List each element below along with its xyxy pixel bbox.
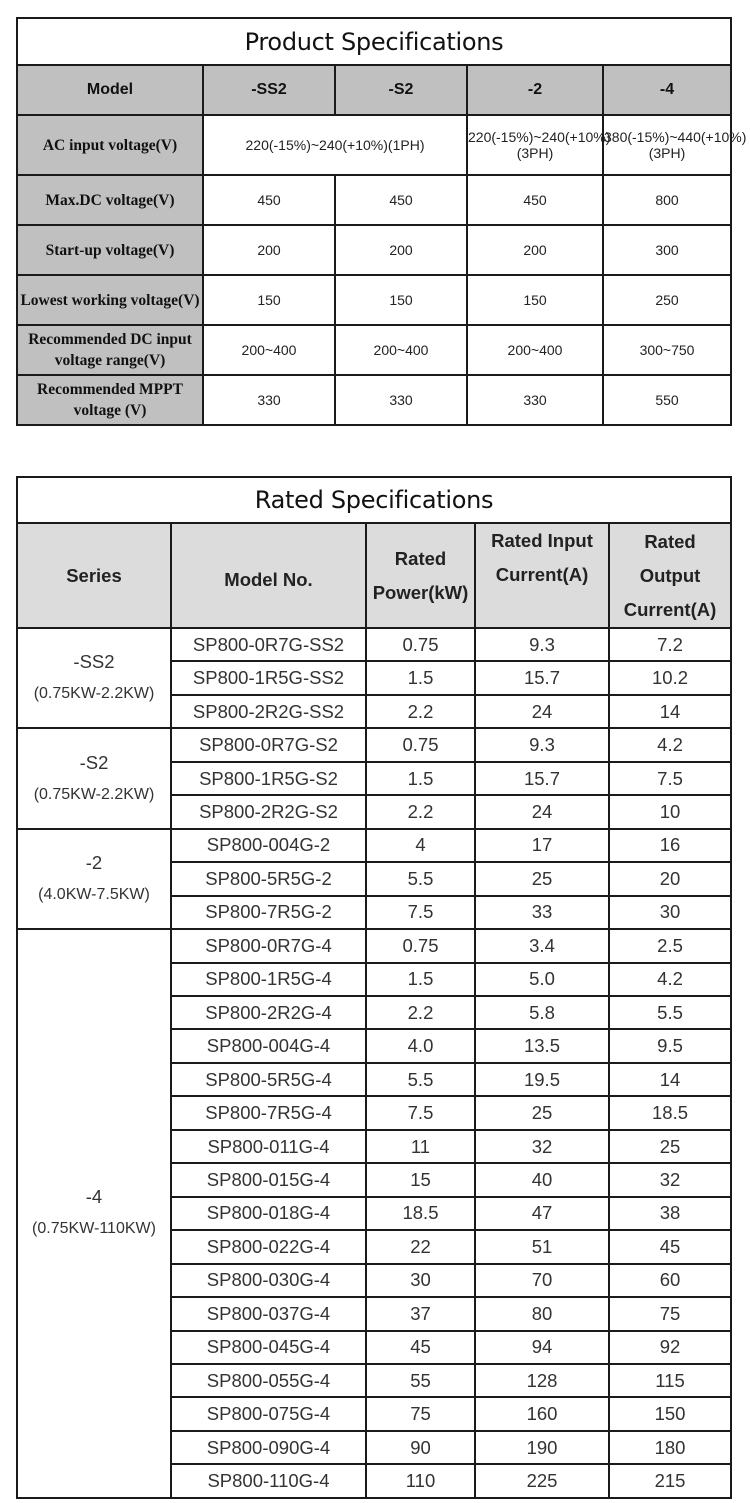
rated-output-current-cell: 115	[609, 1364, 731, 1397]
model-no-cell: SP800-5R5G-4	[171, 1063, 366, 1096]
model-no-cell: SP800-1R5G-4	[171, 963, 366, 996]
cell-value: 330	[467, 375, 603, 425]
cell-value: 150	[467, 275, 603, 325]
rated-output-current-cell: 92	[609, 1331, 731, 1364]
series-cell	[17, 929, 171, 1498]
series-name: -4	[85, 1186, 103, 1208]
rated-power-cell: 0.75	[366, 929, 475, 962]
cell-value: 300	[603, 225, 731, 275]
rated-power-cell: 11	[366, 1130, 475, 1163]
model-no-cell: SP800-1R5G-S2	[171, 762, 366, 795]
rated-output-current-cell: 10	[609, 795, 731, 828]
rated-specifications-title: Rated Specifications	[17, 477, 731, 523]
model-no-cell: SP800-110G-4	[171, 1464, 366, 1497]
rated-input-current-cell: 190	[475, 1431, 609, 1464]
series-name: -SS2	[73, 651, 115, 673]
cell-value: 200	[335, 225, 467, 275]
rated-power-cell: 4	[366, 829, 475, 862]
series-cell	[17, 829, 171, 929]
rated-input-current-cell: 94	[475, 1331, 609, 1364]
cell-value: 200~400	[203, 325, 335, 375]
table-row	[17, 175, 731, 225]
row-label: Max.DC voltage(V)	[17, 175, 203, 225]
rated-input-current-cell: 51	[475, 1230, 609, 1263]
column-header-4: -4	[603, 65, 731, 115]
rated-output-current-cell: 5.5	[609, 996, 731, 1029]
rated-input-current-cell: 9.3	[475, 728, 609, 761]
rated-input-current-cell: 160	[475, 1397, 609, 1430]
model-no-cell: SP800-0R7G-SS2	[171, 628, 366, 661]
model-no-cell: SP800-090G-4	[171, 1431, 366, 1464]
rated-input-current-cell: 17	[475, 829, 609, 862]
model-no-cell: SP800-018G-4	[171, 1197, 366, 1230]
model-no-cell: SP800-015G-4	[171, 1163, 366, 1196]
cell-value: 330	[335, 375, 467, 425]
rated-power-cell: 1.5	[366, 963, 475, 996]
model-no-cell: SP800-7R5G-4	[171, 1096, 366, 1129]
model-no-cell: SP800-011G-4	[171, 1130, 366, 1163]
table-row	[17, 628, 731, 661]
rated-output-current-cell: 4.2	[609, 963, 731, 996]
series-name: -2	[85, 851, 103, 873]
rated-power-cell: 0.75	[366, 628, 475, 661]
series-name: -S2	[79, 751, 109, 773]
rated-power-cell: 110	[366, 1464, 475, 1497]
rated-output-current-cell: 4.2	[609, 728, 731, 761]
rated-output-current-cell: 75	[609, 1297, 731, 1330]
rated-power-cell: 37	[366, 1297, 475, 1330]
cell-value: 450	[467, 175, 603, 225]
rated-output-current-cell: 10.2	[609, 661, 731, 694]
rated-input-current-cell: 80	[475, 1297, 609, 1330]
cell-value: 220(-15%)~240(+10%)(1PH)	[203, 115, 467, 175]
rated-output-current-cell: 45	[609, 1230, 731, 1263]
rated-input-current-cell: 47	[475, 1197, 609, 1230]
rated-power-cell: 7.5	[366, 896, 475, 929]
model-no-cell: SP800-045G-4	[171, 1331, 366, 1364]
rated-input-current-cell: 25	[475, 862, 609, 895]
cell-value: 150	[335, 275, 467, 325]
rated-input-current-cell: 5.0	[475, 963, 609, 996]
rated-power-cell: 45	[366, 1331, 475, 1364]
rated-power-cell: 1.5	[366, 762, 475, 795]
table-row	[17, 115, 731, 175]
rated-power-cell: 15	[366, 1163, 475, 1196]
cell-value: 450	[203, 175, 335, 225]
table-row	[17, 375, 731, 425]
column-header-s2: -S2	[335, 65, 467, 115]
rated-input-current-cell: 9.3	[475, 628, 609, 661]
rated-output-current-header: Rated Output Current(A)	[609, 523, 731, 628]
model-no-cell: SP800-1R5G-SS2	[171, 661, 366, 694]
model-no-cell: SP800-004G-2	[171, 829, 366, 862]
row-label: Lowest working voltage(V)	[17, 275, 203, 325]
rated-output-current-cell: 7.5	[609, 762, 731, 795]
rated-input-current-cell: 13.5	[475, 1029, 609, 1062]
rated-output-current-cell: 16	[609, 829, 731, 862]
rated-input-current-cell: 15.7	[475, 661, 609, 694]
series-cell	[17, 728, 171, 828]
model-no-cell: SP800-2R2G-S2	[171, 795, 366, 828]
table-row	[17, 225, 731, 275]
rated-power-cell: 90	[366, 1431, 475, 1464]
rated-power-cell: 2.2	[366, 795, 475, 828]
cell-value: 450	[335, 175, 467, 225]
rated-input-current-cell: 15.7	[475, 762, 609, 795]
rated-power-cell: 75	[366, 1397, 475, 1430]
rated-input-current-cell: 128	[475, 1364, 609, 1397]
rated-input-current-cell: 5.8	[475, 996, 609, 1029]
rated-power-cell: 7.5	[366, 1096, 475, 1129]
cell-value: 200	[203, 225, 335, 275]
product-specifications-title: Product Specifications	[17, 18, 731, 65]
rated-power-header: Rated Power(kW)	[366, 523, 475, 628]
rated-input-current-header: Rated Input Current(A)	[475, 523, 609, 628]
rated-power-cell: 1.5	[366, 661, 475, 694]
rated-output-current-cell: 14	[609, 1063, 731, 1096]
series-range: (0.75KW-2.2KW)	[33, 685, 155, 703]
rated-input-current-cell: 25	[475, 1096, 609, 1129]
row-label: Recommended DC input voltage range(V)	[17, 325, 203, 375]
cell-value: 200	[467, 225, 603, 275]
row-label: AC input voltage(V)	[17, 115, 203, 175]
series-range: (0.75KW-2.2KW)	[33, 785, 155, 803]
cell-value: 220(-15%)~240(+10%)(3PH)	[467, 115, 603, 175]
row-label: Start-up voltage(V)	[17, 225, 203, 275]
rated-input-current-cell: 24	[475, 795, 609, 828]
rated-output-current-cell: 25	[609, 1130, 731, 1163]
rated-output-current-cell: 14	[609, 695, 731, 728]
model-no-cell: SP800-075G-4	[171, 1397, 366, 1430]
rated-output-current-cell: 7.2	[609, 628, 731, 661]
table-row	[17, 325, 731, 375]
column-header-2: -2	[467, 65, 603, 115]
product-specifications-table	[16, 17, 747, 426]
cell-value: 150	[203, 275, 335, 325]
rated-output-current-cell: 30	[609, 896, 731, 929]
cell-value: 550	[603, 375, 731, 425]
rated-input-current-cell: 33	[475, 896, 609, 929]
model-no-cell: SP800-004G-4	[171, 1029, 366, 1062]
rated-input-current-cell: 70	[475, 1264, 609, 1297]
model-no-cell: SP800-5R5G-2	[171, 862, 366, 895]
rated-input-current-cell: 19.5	[475, 1063, 609, 1096]
rated-output-current-cell: 215	[609, 1464, 731, 1497]
rated-output-current-cell: 32	[609, 1163, 731, 1196]
cell-value: 200~400	[467, 325, 603, 375]
rated-output-current-cell: 60	[609, 1264, 731, 1297]
rated-output-current-cell: 2.5	[609, 929, 731, 962]
cell-value: 380(-15%)~440(+10%)(3PH)	[603, 115, 731, 175]
cell-value: 300~750	[603, 325, 731, 375]
model-no-cell: SP800-2R2G-SS2	[171, 695, 366, 728]
rated-output-current-cell: 20	[609, 862, 731, 895]
table-row	[17, 728, 731, 761]
model-no-cell: SP800-022G-4	[171, 1230, 366, 1263]
model-header: Model	[17, 65, 203, 115]
cell-value: 330	[203, 375, 335, 425]
series-range: (4.0KW-7.5KW)	[38, 885, 150, 903]
rated-output-current-cell: 9.5	[609, 1029, 731, 1062]
rated-power-cell: 2.2	[366, 695, 475, 728]
rated-power-cell: 5.5	[366, 1063, 475, 1096]
column-header-ss2: -SS2	[203, 65, 335, 115]
table-row	[17, 829, 731, 862]
rated-power-cell: 30	[366, 1264, 475, 1297]
row-label: Recommended MPPT voltage (V)	[17, 375, 203, 425]
rated-power-cell: 0.75	[366, 728, 475, 761]
rated-output-current-cell: 150	[609, 1397, 731, 1430]
header-row	[17, 523, 731, 628]
rated-specifications-table	[16, 476, 732, 1499]
cell-value: 800	[603, 175, 731, 225]
model-no-cell: SP800-0R7G-4	[171, 929, 366, 962]
table-row	[17, 929, 731, 962]
cell-value: 250	[603, 275, 731, 325]
rated-input-current-cell: 3.4	[475, 929, 609, 962]
cell-value: 200~400	[335, 325, 467, 375]
model-no-cell: SP800-0R7G-S2	[171, 728, 366, 761]
model-no-cell: SP800-030G-4	[171, 1264, 366, 1297]
rated-power-cell: 2.2	[366, 996, 475, 1029]
header-row	[17, 65, 731, 115]
model-no-header: Model No.	[171, 523, 366, 628]
rated-power-cell: 55	[366, 1364, 475, 1397]
rated-power-cell: 5.5	[366, 862, 475, 895]
series-cell	[17, 628, 171, 728]
model-no-cell: SP800-2R2G-4	[171, 996, 366, 1029]
rated-input-current-cell: 32	[475, 1130, 609, 1163]
model-no-cell: SP800-037G-4	[171, 1297, 366, 1330]
model-no-cell: SP800-055G-4	[171, 1364, 366, 1397]
rated-input-current-cell: 24	[475, 695, 609, 728]
series-header: Series	[17, 523, 171, 628]
rated-power-cell: 4.0	[366, 1029, 475, 1062]
table-row	[17, 275, 731, 325]
rated-input-current-cell: 40	[475, 1163, 609, 1196]
model-no-cell: SP800-7R5G-2	[171, 896, 366, 929]
rated-power-cell: 18.5	[366, 1197, 475, 1230]
rated-output-current-cell: 180	[609, 1431, 731, 1464]
rated-output-current-cell: 38	[609, 1197, 731, 1230]
rated-power-cell: 22	[366, 1230, 475, 1263]
rated-input-current-cell: 225	[475, 1464, 609, 1497]
rated-output-current-cell: 18.5	[609, 1096, 731, 1129]
series-range: (0.75KW-110KW)	[32, 1220, 156, 1238]
